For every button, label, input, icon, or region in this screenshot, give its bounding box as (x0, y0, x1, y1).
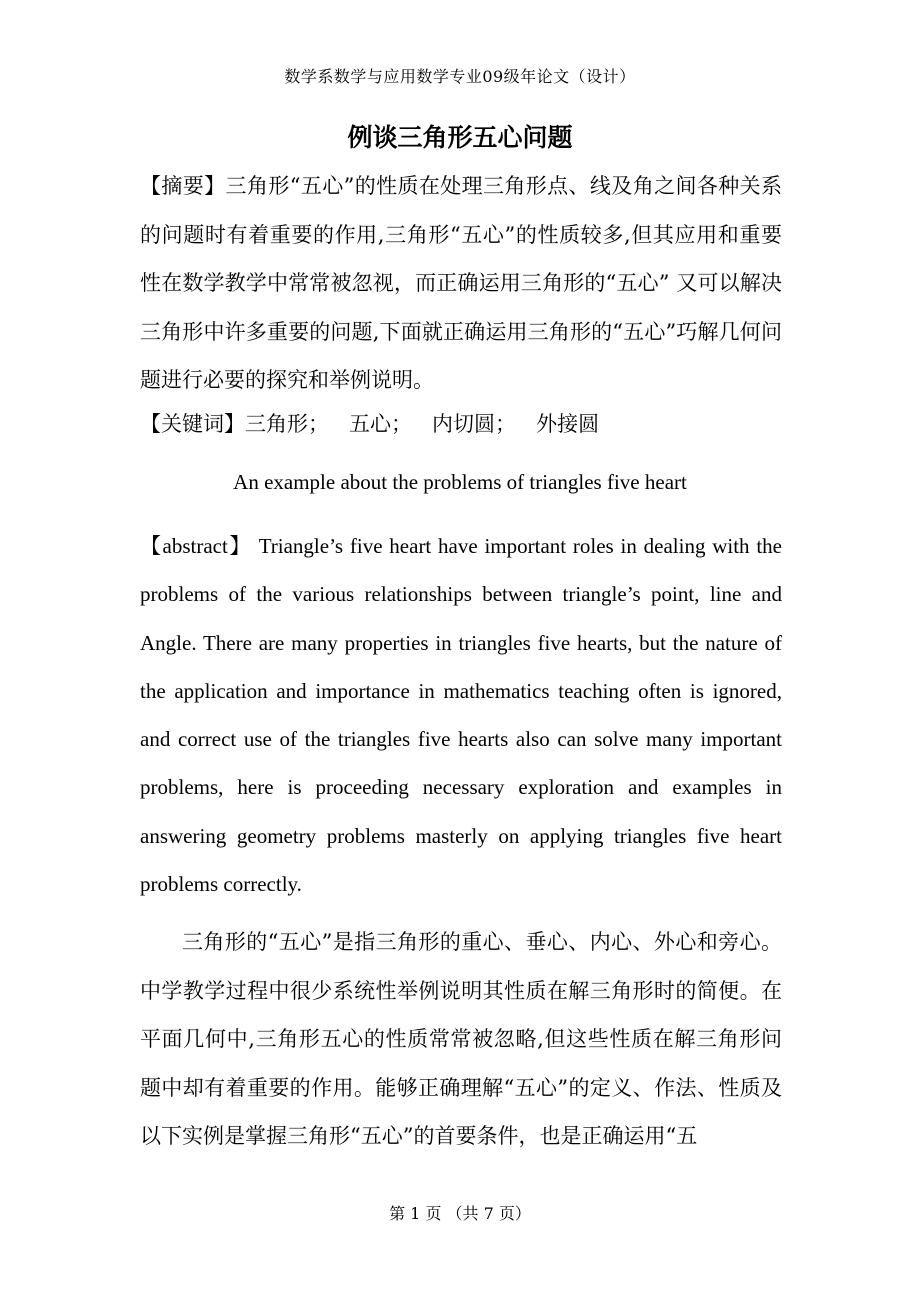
keywords-label: 【关键词】 (140, 412, 245, 436)
running-header: 数学系数学与应用数学专业09级年论文（设计） (284, 67, 636, 86)
abstract-text: 三角形“五心”的性质在处理三角形点、线及角之间各种关系的问题时有着重要的作用,三角形“五心”的性质较多,但其应用和重要性在数学教学中常常被忽视，而正确运用三角形的“五心” 又可以解决三角形中许多重要的问题,下面就正确运用三角形的“五心”巧解几何问题进行必要的探究和举例说明。 (140, 174, 782, 392)
keywords-text: 三角形； 五心； 内切圆； 外接圆 (245, 412, 600, 436)
paper-title: 例谈三角形五心问题 (347, 123, 573, 152)
body-paragraph: 三角形的“五心”是指三角形的重心、垂心、内心、外心和旁心。中学教学过程中很少系统性举例说明其性质在解三角形时的简便。在平面几何中,三角形五心的性质常常被忽略,但这些性质在解三角形问题中却有着重要的作用。能够正确理解“五心”的定义、作法、性质及以下实例是掌握三角形“五心”的首要条件，也是正确运用“五 (140, 930, 782, 1148)
abstract-label: 【摘要】 (140, 174, 226, 198)
abstract-english (140, 522, 782, 908)
abstract-chinese (140, 162, 782, 405)
abstract-en-text: Triangle’s five heart have important roles in dealing with the problems of the various relationships between triangle’s point, line and Angle. There are many properties in triangles five hearts, but the nature of the application and importance in mathematics teaching often is ignored, and correct use of the triangles five hearts also can solve many important problems, here is proceeding necessary exploration and examples in answering geometry problems masterly on applying triangles five heart problems correctly. (140, 534, 782, 897)
page-footer: 第 1 页 （共 7 页） (389, 1204, 531, 1223)
abstract-en-label: 【abstract】 (140, 534, 252, 558)
keywords (140, 400, 599, 448)
english-title: An example about the problems of triangles five heart (233, 470, 687, 494)
